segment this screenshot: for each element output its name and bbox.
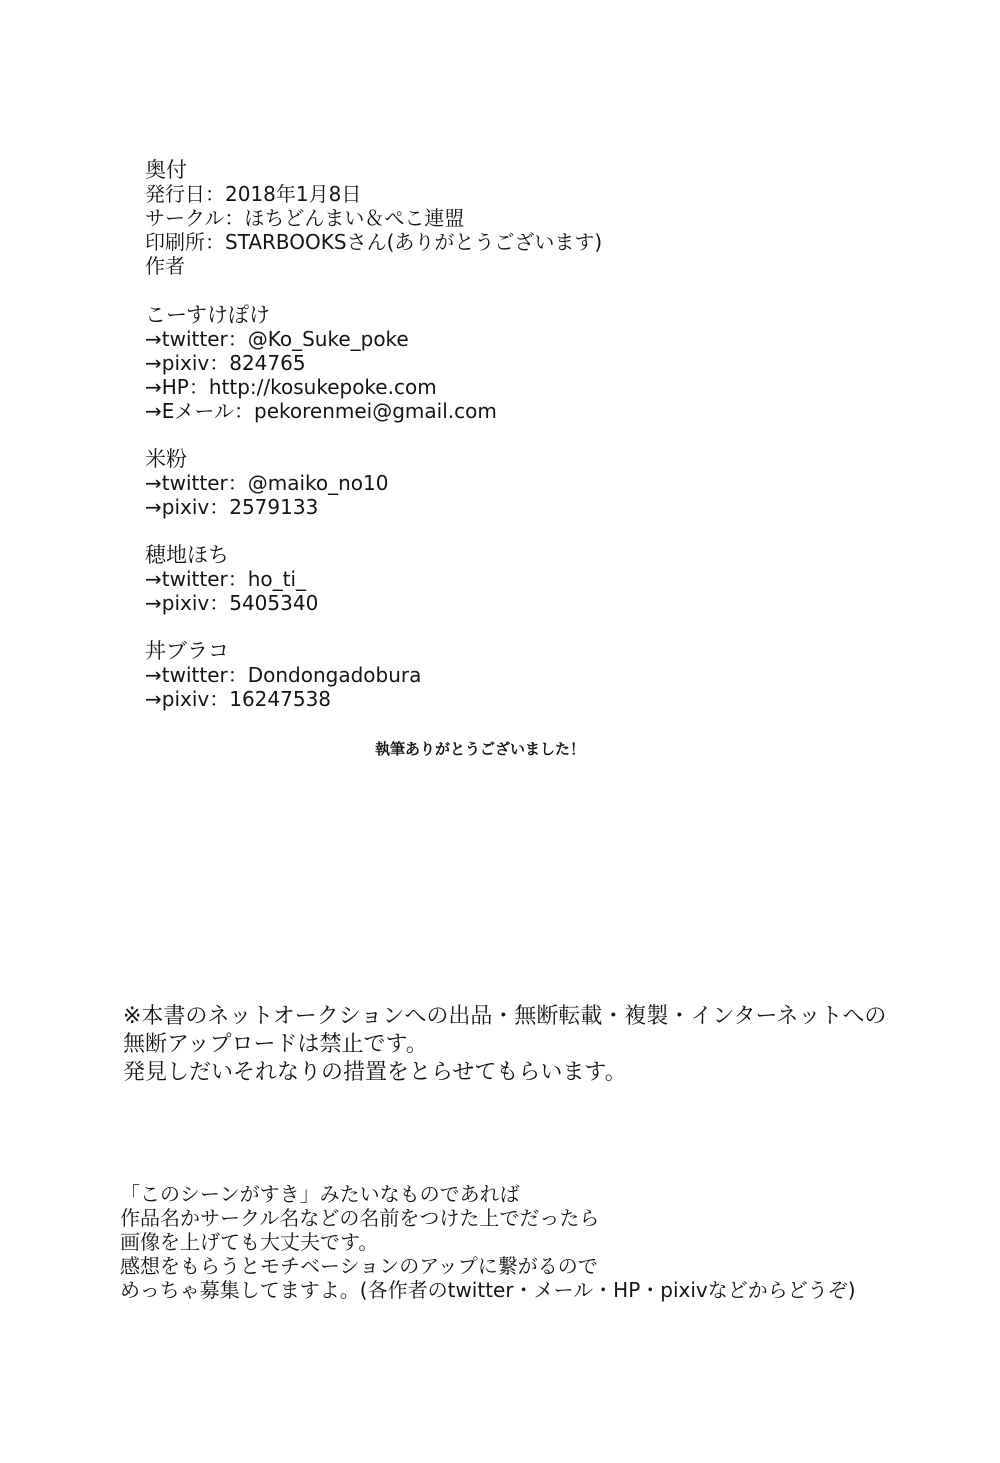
author-name: 穂地ほち (145, 543, 229, 567)
author-block (145, 303, 497, 423)
author-pixiv: →pixiv：16247538 (145, 687, 332, 711)
request-line: 画像を上げても大丈夫です。 (120, 1230, 379, 1254)
copyright-notice (123, 1003, 886, 1087)
author-pixiv: →pixiv：824765 (145, 351, 306, 375)
author-pixiv: →pixiv：2579133 (145, 495, 319, 519)
circle-name: サークル：ほちどんまい＆ぺこ連盟 (145, 206, 465, 230)
author-twitter: →twitter：@Ko_Suke_poke (145, 327, 409, 351)
authors-label: 作者 (145, 254, 185, 278)
request-line: めっちゃ募集してますよ。(各作者のtwitter・メール・HP・pixivなどからどうぞ) (120, 1278, 856, 1302)
request-line: 作品名かサークル名などの名前をつけた上でだったら (120, 1206, 600, 1230)
author-name: 丼ブラコ (145, 639, 229, 663)
author-name: 米粉 (145, 447, 187, 471)
author-name: こーすけぽけ (145, 303, 270, 327)
author-twitter: →twitter：@maiko_no10 (145, 471, 389, 495)
fan-request (120, 1182, 856, 1302)
author-twitter: →twitter：ho_ti_ (145, 567, 307, 591)
publish-date: 発行日：2018年1月8日 (145, 182, 362, 206)
notice-line: 無断アップロードは禁止です。 (123, 1032, 428, 1057)
author-block (145, 639, 421, 711)
notice-line: ※本書のネットオークションへの出品・無断転載・複製・インターネットへの (123, 1004, 887, 1029)
printer-name: 印刷所：STARBOOKSさん(ありがとうございます) (145, 230, 603, 254)
thanks-message: 執筆ありがとうございました！ (375, 740, 586, 758)
author-homepage: →HP：http://kosukepoke.com (145, 375, 437, 399)
author-twitter: →twitter：Dondongadobura (145, 663, 422, 687)
author-block (145, 543, 318, 615)
request-line: 「このシーンがすき」みたいなものであれば (120, 1182, 520, 1206)
notice-line: 発見しだいそれなりの措置をとらせてもらいます。 (123, 1060, 627, 1085)
author-block (145, 447, 389, 519)
colophon-title: 奥付 (145, 158, 187, 182)
author-pixiv: →pixiv：5405340 (145, 591, 319, 615)
request-line: 感想をもらうとモチベーションのアップに繋がるので (120, 1254, 598, 1278)
author-email: →Eメール：pekorenmei@gmail.com (145, 399, 497, 423)
colophon-header (145, 158, 602, 278)
